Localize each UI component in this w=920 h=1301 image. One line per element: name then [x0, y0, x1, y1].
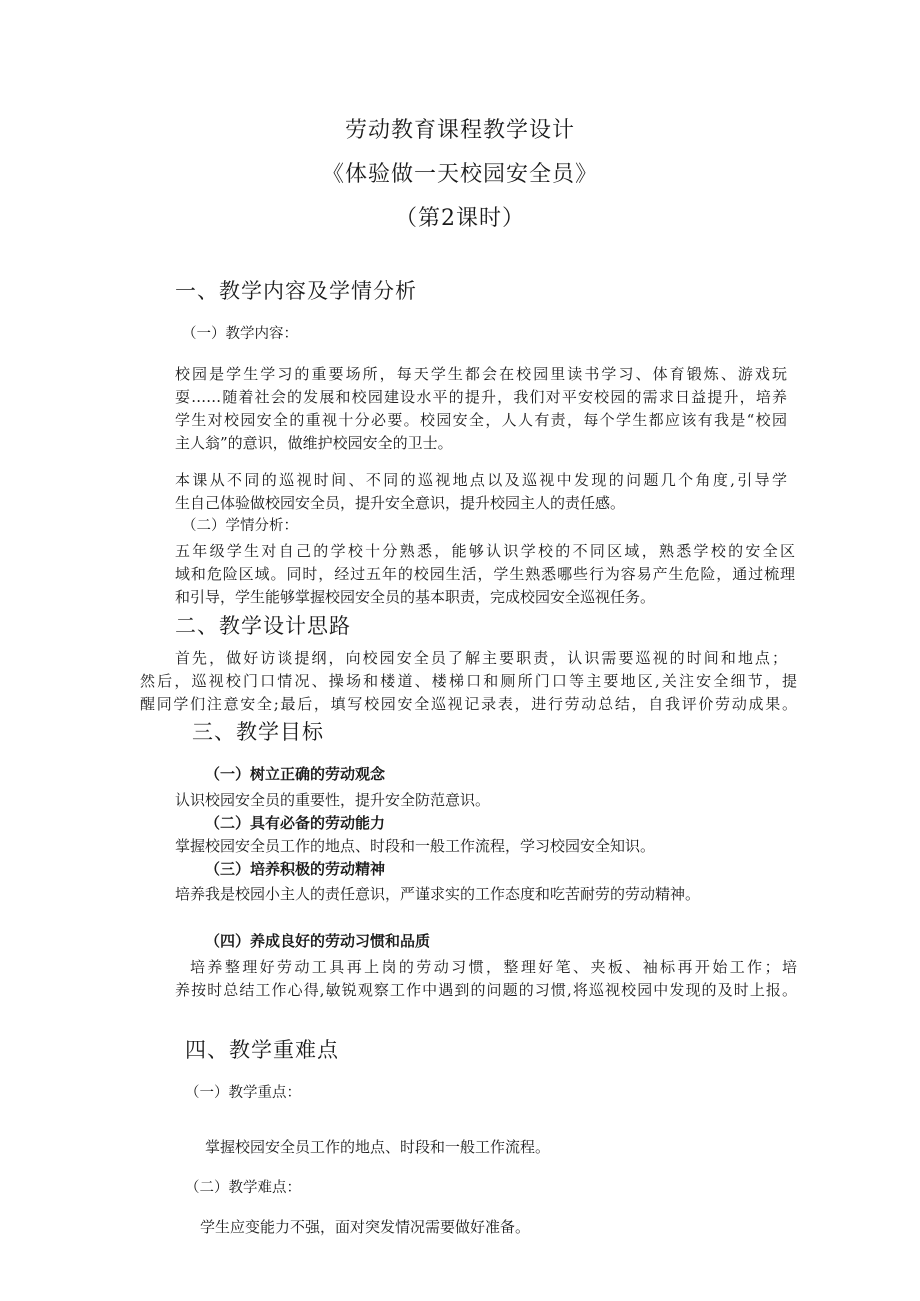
doc-lesson-number: （第2课时） [395, 206, 525, 231]
section1-para1-line: 耍……随着社会的发展和校园建设水平的提升，我们对平安校园的需求日益提升，培养 [175, 388, 787, 406]
section1-sub1: （一）教学内容： [182, 326, 298, 342]
section4-sub1: （一）教学重点： [185, 1085, 301, 1101]
section4-text2: 学生应变能力不强，面对突发情况需要做好准备。 [200, 1218, 531, 1236]
section3-heading: 三、教学目标 [192, 720, 324, 744]
section4-heading: 四、教学重难点 [185, 1038, 339, 1062]
goal3-text: 培养我是校园小主人的责任意识，严谨求实的工作态度和吃苦耐劳的劳动精神。 [175, 885, 701, 903]
goal1-text: 认识校园安全员的重要性，提升安全防范意识。 [175, 791, 491, 809]
section1-heading: 一、教学内容及学情分析 [175, 279, 417, 303]
section2-para-line: 首先，做好访谈提纲，向校园安全员了解主要职责，认识需要巡视的时间和地点； [175, 649, 787, 667]
goal4-text-line: 培养整理好劳动工具再上岗的劳动习惯，整理好笔、夹板、袖标再开始工作；培 [190, 958, 797, 976]
goal3-title: （三）培养积极的劳动精神 [205, 860, 386, 878]
section1-para2-line: 生自己体验做校园安全员，提升安全意识，提升校园主人的责任感。 [175, 494, 626, 512]
section1-para1-line: 学生对校园安全的重视十分必要。校园安全，人人有责，每个学生都应该有我是“校园 [175, 411, 787, 429]
section2-para-line: 醒同学们注意安全;最后，填写校园安全巡视记录表，进行劳动总结，自我评价劳动成果。 [140, 695, 797, 713]
section1-para3-line: 五年级学生对自己的学校十分熟悉，能够认识学校的不同区域，熟悉学校的安全区 [175, 542, 795, 560]
goal4-title: （四）养成良好的劳动习惯和品质 [205, 932, 431, 950]
goal4-text-line: 养按时总结工作心得,敏锐观察工作中遇到的问题的习惯,将巡视校园中发现的及时上报。 [175, 981, 797, 999]
doc-title: 劳动教育课程教学设计 [344, 118, 575, 143]
section1-sub2: （二）学情分析： [182, 518, 298, 534]
section1-para3-line: 和引导，学生能够掌握校园安全员的基本职责，完成校园安全巡视任务。 [175, 588, 656, 606]
goal2-text: 掌握校园安全员工作的地点、时段和一般工作流程，学习校园安全知识。 [175, 837, 656, 855]
section4-text1: 掌握校园安全员工作的地点、时段和一般工作流程。 [205, 1138, 551, 1156]
goal1-title: （一）树立正确的劳动观念 [205, 765, 386, 783]
section2-para-line: 然后，巡视校门口情况、操场和楼道、楼梯口和厕所门口等主要地区,关注安全细节，提 [140, 672, 797, 690]
section2-heading: 二、教学设计思路 [175, 614, 351, 638]
section1-para1-line: 主人翁”的意识，做维护校园安全的卫士。 [175, 434, 453, 452]
section1-para3-line: 域和危险区域。同时，经过五年的校园生活，学生熟悉哪些行为容易产生危险，通过梳理 [175, 565, 795, 583]
goal2-title: （二）具有必备的劳动能力 [205, 814, 386, 832]
section1-para2-line: 本课从不同的巡视时间、不同的巡视地点以及巡视中发现的问题几个角度,引导学 [175, 471, 787, 489]
section4-sub2: （二）教学难点： [185, 1180, 301, 1196]
section1-para1-line: 校园是学生学习的重要场所，每天学生都会在校园里读书学习、体育锻炼、游戏玩 [175, 365, 787, 383]
doc-subtitle: 《体验做一天校园安全员》 [321, 162, 598, 187]
